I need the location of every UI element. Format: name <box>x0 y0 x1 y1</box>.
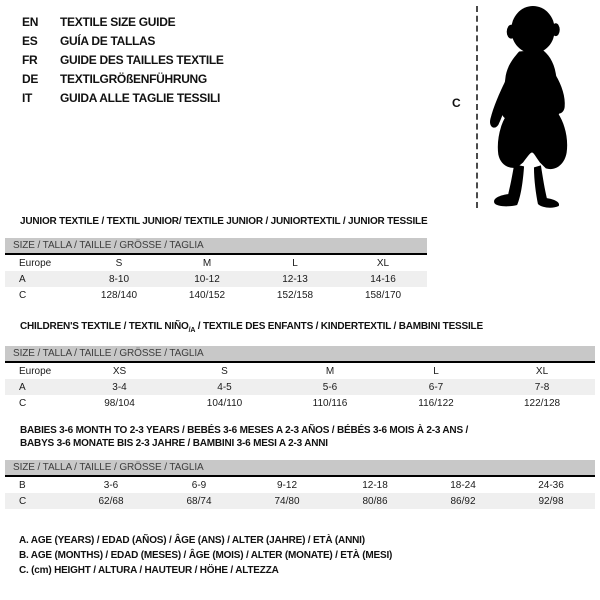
guide-title: GUIDA ALLE TAGLIE TESSILI <box>60 91 221 105</box>
size-cell: 7-8 <box>489 379 595 395</box>
row-label: Europe <box>19 257 52 269</box>
size-cell: S <box>221 365 228 377</box>
table-row <box>5 476 595 493</box>
table-row <box>5 493 595 509</box>
row-label: A <box>5 271 75 287</box>
baby-silhouette-icon <box>486 4 576 209</box>
guide-title: GUÍA DE TALLAS <box>60 34 156 48</box>
table-row <box>5 271 427 287</box>
table-row <box>5 362 595 379</box>
language-code: FR <box>22 53 38 67</box>
size-cell: 6-7 <box>383 379 489 395</box>
junior-table-title: JUNIOR TEXTILE / TEXTIL JUNIOR/ TEXTILE JUNIOR / JUNIORTEXTIL / JUNIOR TESSILE <box>20 216 428 227</box>
babies-title-line2: BABYS 3-6 MONATE BIS 2-3 JAHRE / BAMBINI 3-6 MESI A 2-3 ANNI <box>20 438 328 449</box>
size-cell: XS <box>112 365 127 377</box>
size-cell: 4-5 <box>172 379 277 395</box>
size-cell: 92/98 <box>507 493 595 509</box>
size-cell: 62/68 <box>67 493 155 509</box>
size-cell: 3-6 <box>103 479 119 491</box>
junior-size-table <box>5 238 427 303</box>
babies-size-table <box>5 460 595 509</box>
footnote-age-months: B. AGE (MONTHS) / EDAD (MESES) / ÂGE (MOIS) / ALTER (MONATE) / ETÀ (MESI) <box>19 550 393 561</box>
size-cell: 74/80 <box>243 493 331 509</box>
table-row <box>5 379 595 395</box>
size-cell: 152/158 <box>276 289 314 301</box>
size-cell: 18-24 <box>450 479 476 491</box>
babies-title-line1: BABIES 3-6 MONTH TO 2-3 YEARS / BEBÉS 3-6 MESES A 2-3 AÑOS / BÉBÉS 3-6 MOIS À 2-3 ANS / <box>20 425 469 436</box>
size-cell: 9-12 <box>276 479 297 491</box>
guide-title: GUIDE DES TAILLES TEXTILE <box>60 53 224 67</box>
children-table-title <box>20 321 483 334</box>
footnote-list <box>19 533 392 578</box>
size-cell: 140/152 <box>188 289 226 301</box>
size-cell: 5-6 <box>277 379 383 395</box>
size-cell: M <box>325 365 335 377</box>
language-row <box>22 31 224 50</box>
size-cell: S <box>115 257 123 269</box>
guide-title: TEXTILGRÖßENFÜHRUNG <box>60 72 207 86</box>
language-code: ES <box>22 34 38 48</box>
size-cell: 12-18 <box>362 479 388 491</box>
height-measure-dashed-line <box>476 6 478 208</box>
size-cell: 12-13 <box>251 271 339 287</box>
size-header-bar: SIZE / TALLA / TAILLE / GRÖSSE / TAGLIA <box>5 346 595 362</box>
size-cell: 122/128 <box>523 397 561 409</box>
language-code: IT <box>22 91 33 105</box>
language-title-list <box>22 12 224 107</box>
size-cell: 86/92 <box>419 493 507 509</box>
size-cell: 6-9 <box>191 479 207 491</box>
size-cell: 10-12 <box>163 271 251 287</box>
height-measure-label: C <box>452 96 461 110</box>
size-cell: 80/86 <box>331 493 419 509</box>
language-row <box>22 12 224 31</box>
size-cell: L <box>433 365 439 377</box>
size-cell: 116/122 <box>418 397 454 409</box>
row-label: B <box>19 479 26 491</box>
guide-title: TEXTILE SIZE GUIDE <box>60 15 176 29</box>
row-label: C <box>5 493 67 509</box>
size-cell: 128/140 <box>100 289 138 301</box>
size-cell: 8-10 <box>75 271 163 287</box>
size-cell: 104/110 <box>206 397 243 409</box>
babies-table-title <box>20 424 468 450</box>
footnote-age-years: A. AGE (YEARS) / EDAD (AÑOS) / ÂGE (ANS) / ALTER (JAHRE) / ETÀ (ANNI) <box>19 535 365 546</box>
baby-height-figure <box>440 0 600 220</box>
table-row <box>5 395 595 411</box>
language-row <box>22 88 224 107</box>
children-title-sub: /A <box>188 327 196 334</box>
language-row <box>22 69 224 88</box>
row-label: Europe <box>19 365 52 377</box>
children-title-text: CHILDREN'S TEXTILE / TEXTIL NIÑO <box>20 321 189 332</box>
language-row <box>22 50 224 69</box>
table-row <box>5 254 427 271</box>
size-cell: 110/116 <box>312 397 348 409</box>
row-label: C <box>19 289 27 301</box>
footnote-height: C. (cm) HEIGHT / ALTURA / HAUTEUR / HÖHE / ALTEZZA <box>19 565 279 576</box>
size-header-bar: SIZE / TALLA / TAILLE / GRÖSSE / TAGLIA <box>5 460 595 476</box>
language-code: EN <box>22 15 39 29</box>
size-cell: XL <box>376 257 390 269</box>
size-cell: L <box>292 257 298 269</box>
size-cell: 14-16 <box>339 271 427 287</box>
size-header-bar: SIZE / TALLA / TAILLE / GRÖSSE / TAGLIA <box>5 238 427 254</box>
language-code: DE <box>22 72 39 86</box>
children-title-text: / TEXTILE DES ENFANTS / KINDERTEXTIL / BAMBINI TESSILE <box>195 321 483 332</box>
size-cell: 68/74 <box>155 493 243 509</box>
size-cell: 3-4 <box>67 379 172 395</box>
table-row <box>5 287 427 303</box>
size-cell: 98/104 <box>104 397 135 409</box>
size-cell: 24-36 <box>538 479 564 491</box>
children-size-table <box>5 346 595 411</box>
row-label: A <box>5 379 67 395</box>
size-cell: XL <box>535 365 549 377</box>
size-cell: M <box>202 257 212 269</box>
size-cell: 158/170 <box>364 289 402 301</box>
row-label: C <box>19 397 27 409</box>
